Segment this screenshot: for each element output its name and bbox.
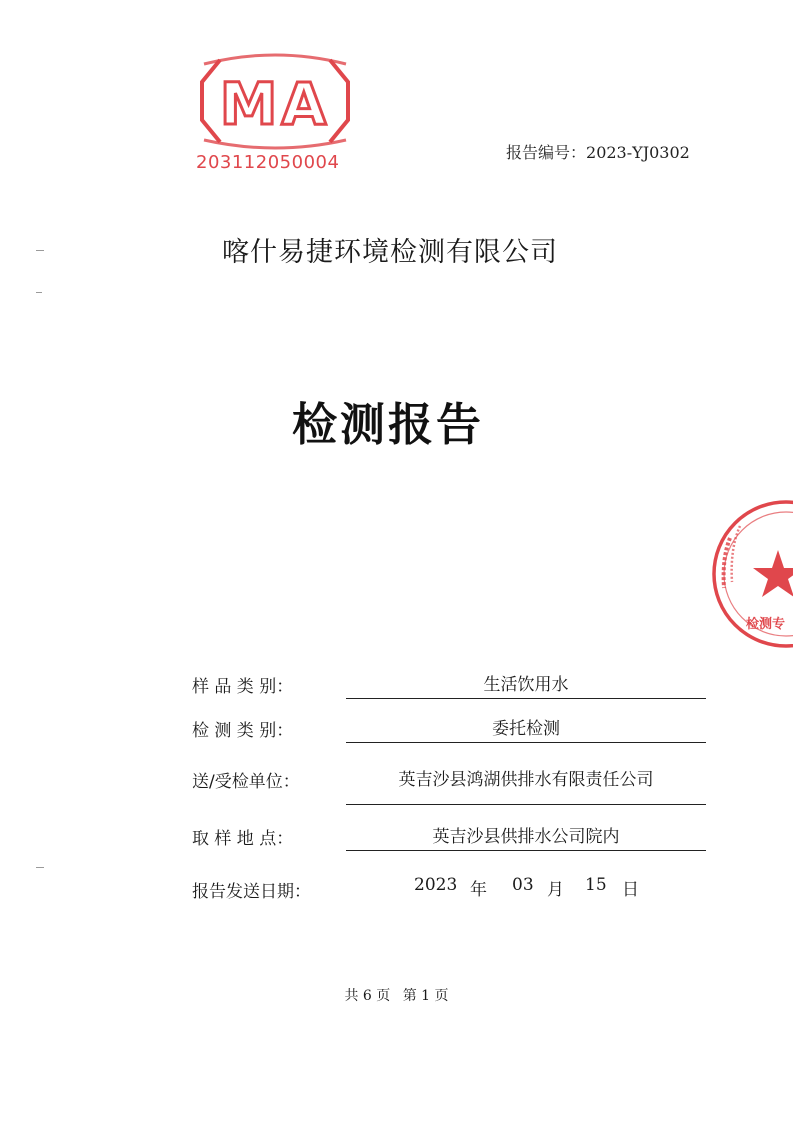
- scan-speck: [36, 250, 44, 251]
- report-number: [506, 140, 690, 163]
- ma-stamp-icon: [190, 42, 360, 152]
- ma-stamp-code: 203112050004: [196, 152, 340, 173]
- page-total: 共 6 页: [344, 988, 391, 1004]
- date-month: 03: [512, 875, 534, 895]
- ma-certification-stamp: [190, 42, 360, 192]
- date-month-unit: 月: [547, 880, 564, 900]
- field-label: 检 测 类 别：: [192, 721, 294, 741]
- field-row-test-type: [0, 708, 793, 748]
- scan-speck: [36, 867, 44, 868]
- company-seal: [708, 498, 793, 648]
- field-value: 生活饮用水: [483, 675, 569, 695]
- document-title: 检测报告: [292, 398, 485, 451]
- seal-text: 检测专: [746, 617, 786, 632]
- company-name: 喀什易捷环境检测有限公司: [222, 237, 558, 268]
- report-number-label: 报告编号：: [506, 143, 587, 162]
- page-footer: [0, 985, 793, 1005]
- field-label: 送/受检单位：: [192, 772, 300, 792]
- field-row-sample-type: [0, 664, 793, 704]
- date-day-unit: 日: [622, 880, 639, 900]
- date-year-unit: 年: [470, 880, 487, 900]
- field-underline: [346, 742, 706, 743]
- scan-speck: [36, 292, 42, 293]
- field-underline: [346, 698, 706, 699]
- date-label: 报告发送日期：: [192, 882, 311, 902]
- ma-stamp-mark: MA: [219, 70, 331, 138]
- field-value: 委托检测: [492, 719, 560, 739]
- seal-icon: [708, 498, 793, 648]
- field-label: 取 样 地 点：: [192, 829, 294, 849]
- page-current: 第 1 页: [402, 988, 449, 1004]
- field-value: 英吉沙县供排水公司院内: [432, 827, 620, 847]
- date-year: 2023: [414, 875, 458, 895]
- date-day: 15: [585, 875, 607, 895]
- field-row-sampling-site: [0, 816, 793, 856]
- report-number-value: 2023-YJ0302: [586, 143, 690, 162]
- field-value: 英吉沙县鸿湖供排水有限责任公司: [398, 770, 654, 790]
- field-underline: [346, 850, 706, 851]
- field-label: 样 品 类 别：: [192, 677, 294, 697]
- field-underline: [346, 804, 706, 805]
- report-date-row: [0, 872, 793, 908]
- field-row-client: [0, 759, 793, 799]
